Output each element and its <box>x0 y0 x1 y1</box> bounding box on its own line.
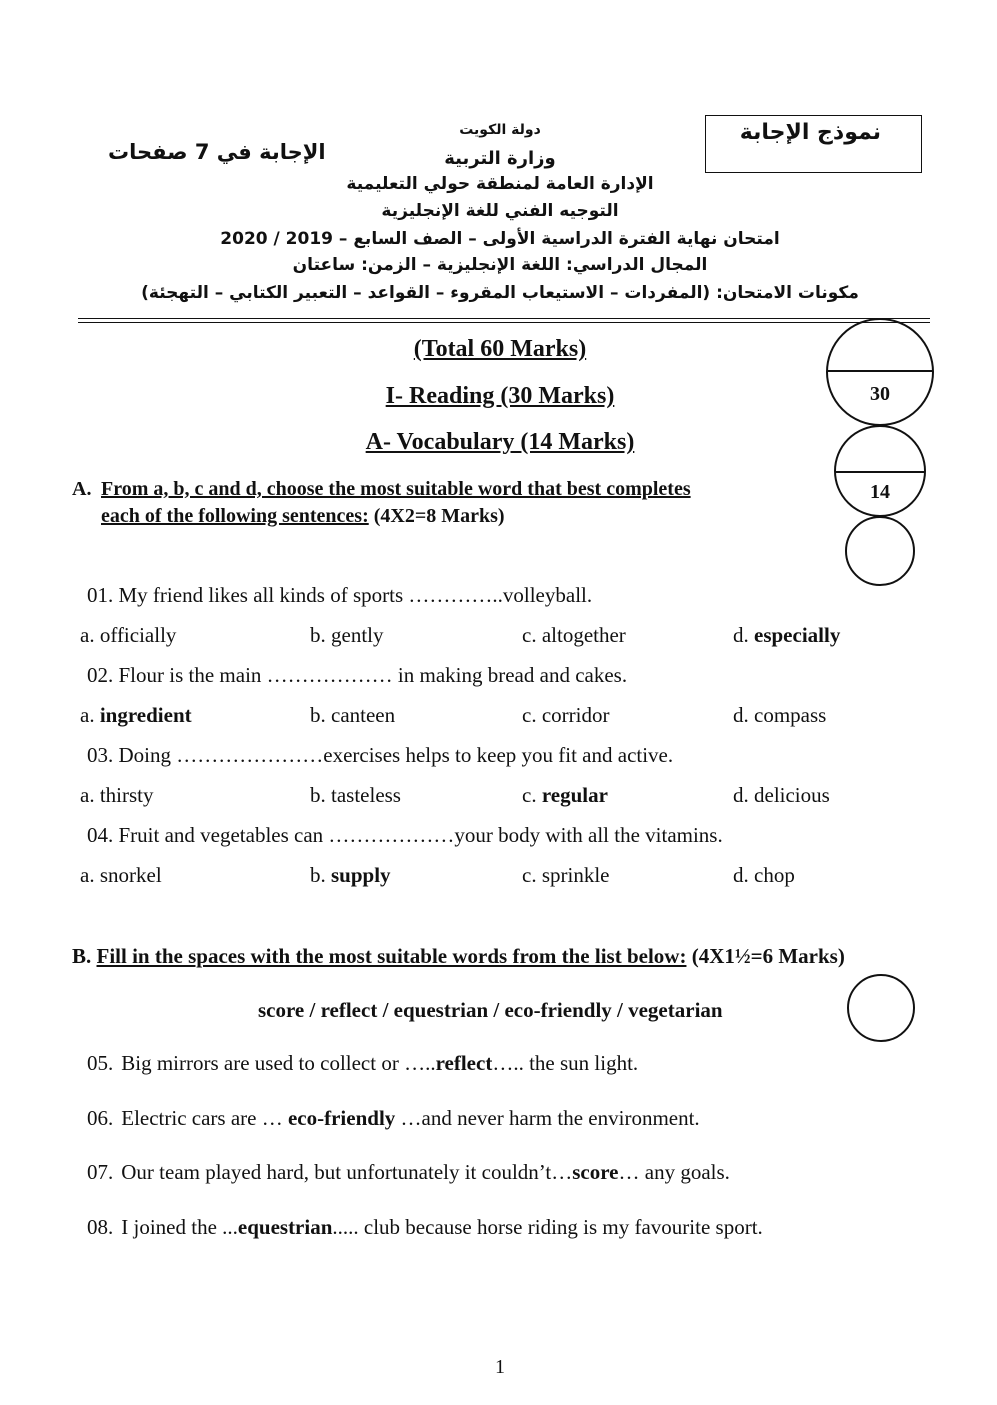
answer-option-correct: d. especially <box>733 623 841 647</box>
reading-heading: I- Reading (30 Marks) <box>385 383 615 409</box>
vocab-score: 14 <box>870 481 890 503</box>
header-line: مكونات الامتحان: (المفردات – الاستيعاب المقروء – القواعد – التعبير الكتابي – التهجئة) <box>141 283 859 303</box>
header-line: امتحان نهاية الفترة الدراسية الأولى – الصف السابع – 2019 / 2020 <box>220 229 780 249</box>
answer-option: c. corridor <box>522 703 610 727</box>
answer-option: b. gently <box>310 623 384 647</box>
item-text-before: Electric cars are … <box>121 1105 288 1130</box>
word-list: score / reflect / equestrian / eco-friendly / vegetarian <box>258 998 723 1022</box>
section-b-marks: (4X1½=6 Marks) <box>686 944 845 968</box>
question-stem: 01. My friend likes all kinds of sports …………..volleyball. <box>87 583 593 607</box>
header-line: المجال الدراسي: اللغة الإنجليزية – الزمن: ساعتان <box>292 255 708 275</box>
item-number: 06. <box>87 1105 114 1130</box>
double-rule <box>78 318 930 323</box>
section-a-marks: (4X2=8 Marks) <box>368 505 505 527</box>
section-b-heading <box>72 944 845 969</box>
fill-in-item <box>87 1106 700 1131</box>
item-answer: eco-friendly <box>287 1105 396 1130</box>
page-number: 1 <box>495 1356 505 1378</box>
section-b-score-circle <box>847 974 915 1042</box>
answer-option: d. delicious <box>733 783 830 807</box>
item-answer: reflect <box>435 1051 493 1075</box>
section-b-letter: B. <box>72 944 92 968</box>
item-number: 05. <box>87 1051 114 1075</box>
item-number: 07. <box>87 1160 114 1184</box>
answer-option-correct: a. ingredient <box>80 703 192 727</box>
section-a-letter: A. <box>72 478 92 500</box>
answer-option: d. compass <box>733 703 827 727</box>
question-stem: 03. Doing …………………exercises helps to keep you fit and active. <box>87 743 674 767</box>
section-a-score-circle <box>845 516 915 586</box>
answer-option: a. officially <box>80 623 177 647</box>
section-a-instruction-1: From a, b, c and d, choose the most suitable word that best completes <box>101 478 691 500</box>
answer-option-correct: b. supply <box>310 863 391 887</box>
answer-option: b. canteen <box>310 703 396 727</box>
item-text-after: … any goals. <box>618 1160 730 1184</box>
fill-in-item <box>87 1215 763 1240</box>
answer-option: a. snorkel <box>80 863 162 887</box>
answer-option: b. tasteless <box>310 783 401 807</box>
item-number: 08. <box>87 1214 114 1239</box>
item-answer: score <box>572 1160 619 1184</box>
item-text-after: ….. the sun light. <box>492 1051 639 1075</box>
header-line: وزارة التربية <box>444 148 556 169</box>
section-b-instruction: Fill in the spaces with the most suitable words from the list below: <box>96 944 687 968</box>
pages-note: الإجابة في 7 صفحات <box>108 140 326 164</box>
item-answer: equestrian <box>237 1214 333 1239</box>
header-line: التوجيه الفني للغة الإنجليزية <box>381 201 619 221</box>
item-text-after: …and never harm the environment. <box>395 1105 700 1130</box>
answer-option: a. thirsty <box>80 783 154 807</box>
item-text-before: I joined the ... <box>121 1214 238 1239</box>
question-stem: 04. Fruit and vegetables can ………………your body with all the vitamins. <box>87 823 723 847</box>
question-stem: 02. Flour is the main ……………… in making bread and cakes. <box>87 663 628 687</box>
fill-in-item <box>87 1051 638 1076</box>
item-text-before: Big mirrors are used to collect or ….. <box>121 1051 436 1075</box>
answer-option-correct: c. regular <box>522 783 608 807</box>
answer-model-label: نموذج الإجابة <box>739 120 881 145</box>
total-marks-heading: (Total 60 Marks) <box>413 336 587 362</box>
header-line: دولة الكويت <box>459 122 541 138</box>
item-text-after: ..... club because horse riding is my favourite sport. <box>332 1214 763 1239</box>
vocab-score-circle <box>834 425 926 517</box>
reading-score: 30 <box>870 383 890 405</box>
answer-option: d. chop <box>733 863 795 887</box>
section-a-instruction-2 <box>101 505 505 528</box>
instruction-2-text: each of the following sentences: <box>101 505 369 527</box>
reading-score-circle <box>826 318 934 426</box>
answer-option: c. altogether <box>522 623 626 647</box>
answer-option: c. sprinkle <box>522 863 610 887</box>
header-line: الإدارة العامة لمنطقة حولي التعليمية <box>346 174 654 194</box>
fill-in-item <box>87 1160 730 1185</box>
item-text-before: Our team played hard, but unfortunately it couldn’t… <box>121 1160 573 1184</box>
vocabulary-heading: A- Vocabulary (14 Marks) <box>365 429 635 455</box>
